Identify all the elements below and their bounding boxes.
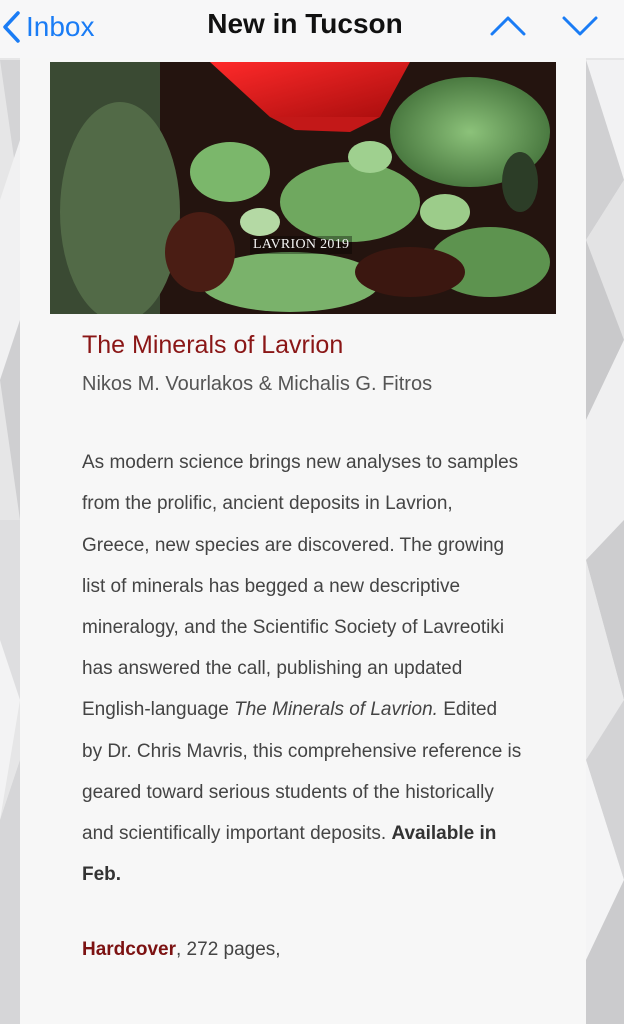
back-label: Inbox: [26, 11, 95, 42]
chevron-left-icon: [2, 11, 20, 43]
description-text: As modern science brings new analyses to samples from the prolific, ancient deposits in Lavrion, Greece, new species are discovered. The growing list of minerals has begged a new descriptive mineralogy, and the Scientific Society of Lavreotiki has answered the call, publishing an updated English-language: [82, 452, 519, 721]
availability-note: Available in Feb.: [82, 823, 497, 886]
description-italic-title: The Minerals of Lavrion.: [234, 699, 438, 721]
back-to-inbox-button[interactable]: [0, 6, 95, 48]
book-description: [82, 442, 522, 895]
message-content: [20, 58, 586, 1024]
book-authors: Nikos M. Vourlakos & Michalis G. Fitros: [82, 373, 433, 396]
mineral-photo: [50, 62, 556, 314]
book-cover-image: [50, 62, 556, 314]
format-details: [82, 939, 522, 961]
book-title[interactable]: The Minerals of Lavrion: [82, 331, 344, 359]
cover-overlay-text: LAVRION 2019: [250, 236, 352, 254]
navigation-bar: [0, 0, 624, 58]
book-info: [82, 330, 522, 961]
format-label: Hardcover: [82, 939, 176, 961]
chevron-up-icon[interactable]: [488, 10, 528, 42]
description-text-continued: Edited by Dr. Chris Mavris, this comprehensive reference is geared toward serious students of the historically and scientifically important deposits.: [82, 699, 522, 845]
chevron-down-icon[interactable]: [560, 10, 600, 42]
page-title: New in Tucson: [207, 8, 403, 39]
page-count: , 272 pages,: [176, 939, 281, 961]
